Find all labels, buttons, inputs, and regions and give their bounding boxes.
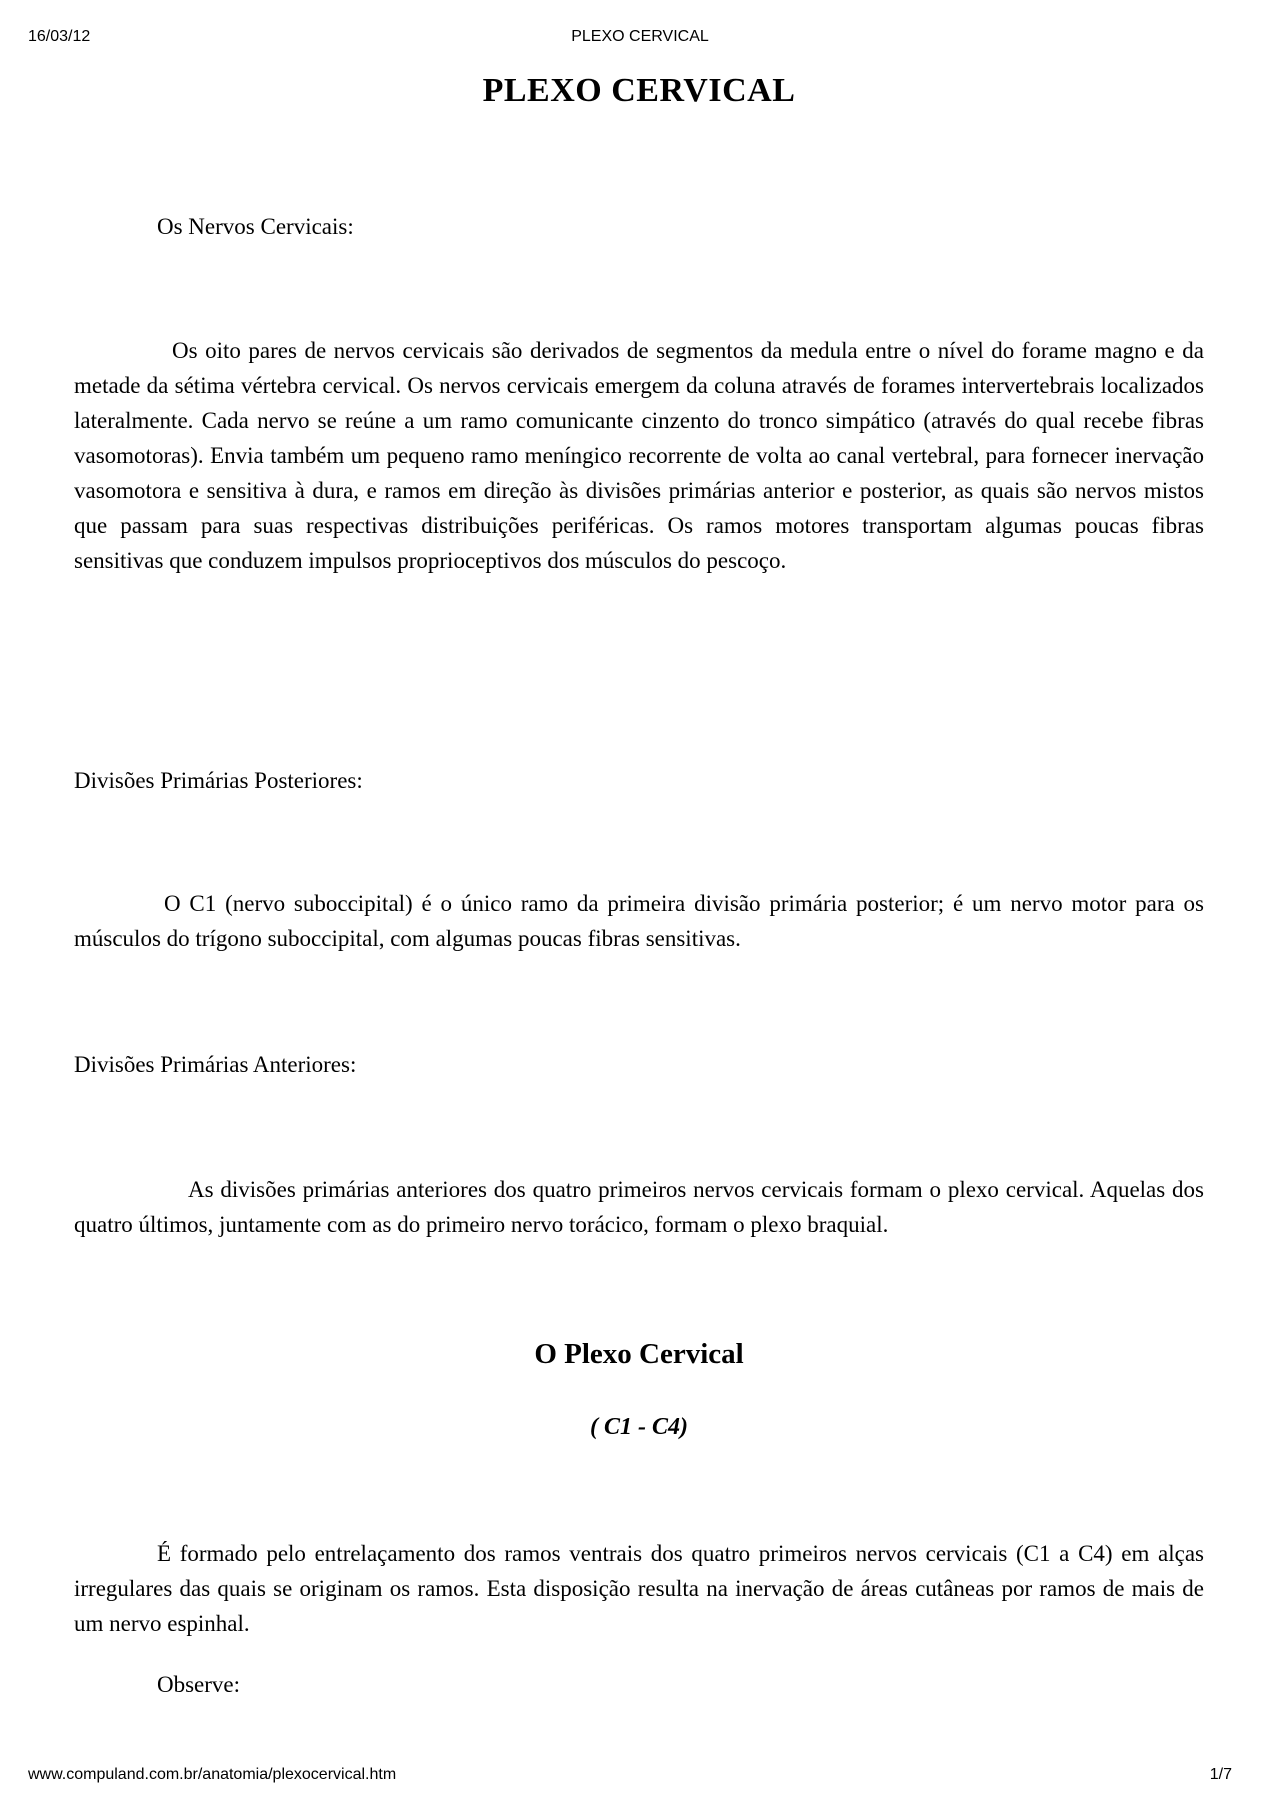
section-subtitle-range: ( C1 - C4) [590,1414,688,1440]
print-date: 16/03/12 [28,28,91,45]
print-doc-title: PLEXO CERVICAL [571,28,709,45]
paragraph-formado: É formado pelo entrelaçamento dos ramos ventrais dos quatro primeiros nervos cervicais (C1 a C4) em alças irregulares das quais se originam os ramos. Esta disposição resulta na inervação de áreas cutâneas por ramos de mais de um nervo espinhal. [74,1541,1204,1636]
print-page-number: 1/7 [1209,1766,1232,1783]
print-header [28,28,1252,48]
section-heading-nervos-cervicais: Os Nervos Cervicais: [157,214,354,239]
section-heading-anteriores: Divisões Primárias Anteriores: [74,1052,357,1077]
paragraph-anteriores: As divisões primárias anteriores dos quatro primeiros nervos cervicais formam o plexo cervical. Aquelas dos quatro últimos, juntamente com as do primeiro nervo torácico, formam o plexo braquial. [74,1177,1204,1237]
observe-label: Observe: [157,1672,241,1697]
section-heading-posteriores: Divisões Primárias Posteriores: [74,768,363,793]
print-footer [28,1766,1252,1786]
paragraph-posteriores: O C1 (nervo suboccipital) é o único ramo da primeira divisão primária posterior; é um nervo motor para os músculos do trígono suboccipital, com algumas poucas fibras sensitivas. [74,891,1204,951]
paragraph-nervos-cervicais: Os oito pares de nervos cervicais são derivados de segmentos da medula entre o nível do forame magno e da metade da sétima vértebra cervical. Os nervos cervicais emergem da coluna através de forames intervertebrais localizados lateralmente. Cada nervo se reúne a um ramo comunicante cinzento do tronco simpático (através do qual recebe fibras vasomotoras). Envia também um pequeno ramo meníngico recorrente de volta ao canal vertebral, para fornecer inervação vasomotora e sensitiva à dura, e ramos em direção às divisões primárias anterior e posterior, as quais são nervos mistos que passam para suas respectivas distribuições periféricas. Os ramos motores transportam algumas poucas fibras sensitivas que conduzem impulsos proprioceptivos dos músculos do pescoço. [74,338,1204,573]
print-url: www.compuland.com.br/anatomia/plexocervical.htm [28,1766,397,1783]
page-title: PLEXO CERVICAL [482,72,796,109]
section-title-plexo-cervical: O Plexo Cervical [534,1338,744,1370]
